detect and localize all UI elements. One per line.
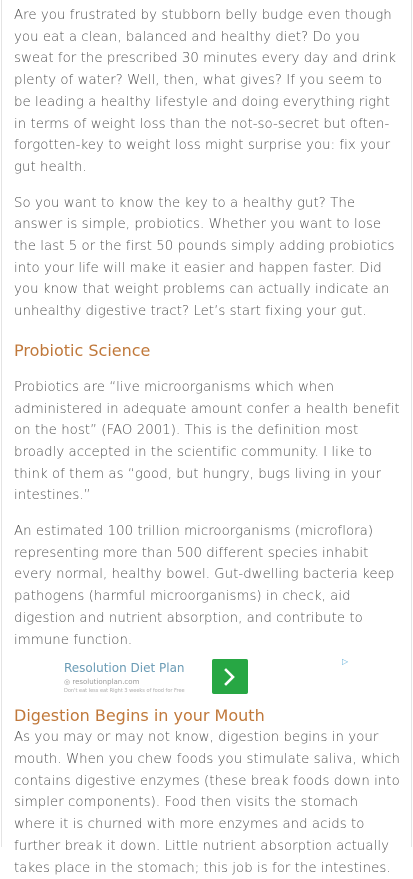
intro-paragraph-1: Are you frustrated by stubborn belly budge even though you eat a clean, balanced and healthy diet? Do you sweat for the prescribed 30 minutes every day and drink plenty of water? Well, then, what gives? If you seem to be leading a healthy lifestyle and doing everything right in terms of weight loss than the not-so-secret but often-forgotten-key to weight loss might surprise you: fix your gut health. [14,8,397,175]
advertisement[interactable] [14,659,402,703]
digestion-paragraph: As you may or may not know, digestion begins in your mouth. When you chew foods you stimulate saliva, which contains digestive enzymes (these break foods down into simpler components). Food then visits the stomach where it is churned with more enzymes and acids to further break it down. Little nutrient absorption actually takes place in the stomach; this job is for the intestines. [14,730,400,876]
ad-url-text: resolutionplan.com [72,678,140,687]
section-heading-probiotic-science: Probiotic Science [14,340,151,360]
ad-choices-icon[interactable]: ▷ [342,657,349,667]
ad-url-globe-icon: ◎ [64,678,71,687]
probiotic-paragraph-2: An estimated 100 trillion microorganisms (microflora) representing more than 500 different species inhabit every normal, healthy bowel. Gut-dwelling bacteria keep pathogens (harmful microorganisms) in check, aid digestion and nutrient absorption, and contribute to immune function. [14,524,395,648]
intro-paragraph-2: So you want to know the key to a healthy gut? The answer is simple, probiotics. Whether you want to lose the last 5 or the first 50 pounds simply adding probiotics into your life will make it easier and happen faster. Did you know that weight problems can actually indicate an unhealthy digestive tract? Let’s start fixing your gut. [14,195,395,320]
article-body [14,5,402,879]
section-heading-digestion: Digestion Begins in your Mouth [14,706,265,726]
ad-title[interactable]: Resolution Diet Plan [64,661,185,676]
ad-description: Don't eat less eat Right 3 weeks of food for Free [64,688,185,695]
ad-open-button[interactable] [212,659,248,694]
probiotic-paragraph-1: Probiotics are “live microorganisms which when administered in adequate amount confer a health benefit on the host” (FAO 2001). This is the definition most broadly accepted in the scientific community. I like to think of them as “good, but hungry, bugs living in your intestines.” [14,379,400,504]
chevron-right-icon [223,668,237,686]
ad-url[interactable] [64,678,139,686]
